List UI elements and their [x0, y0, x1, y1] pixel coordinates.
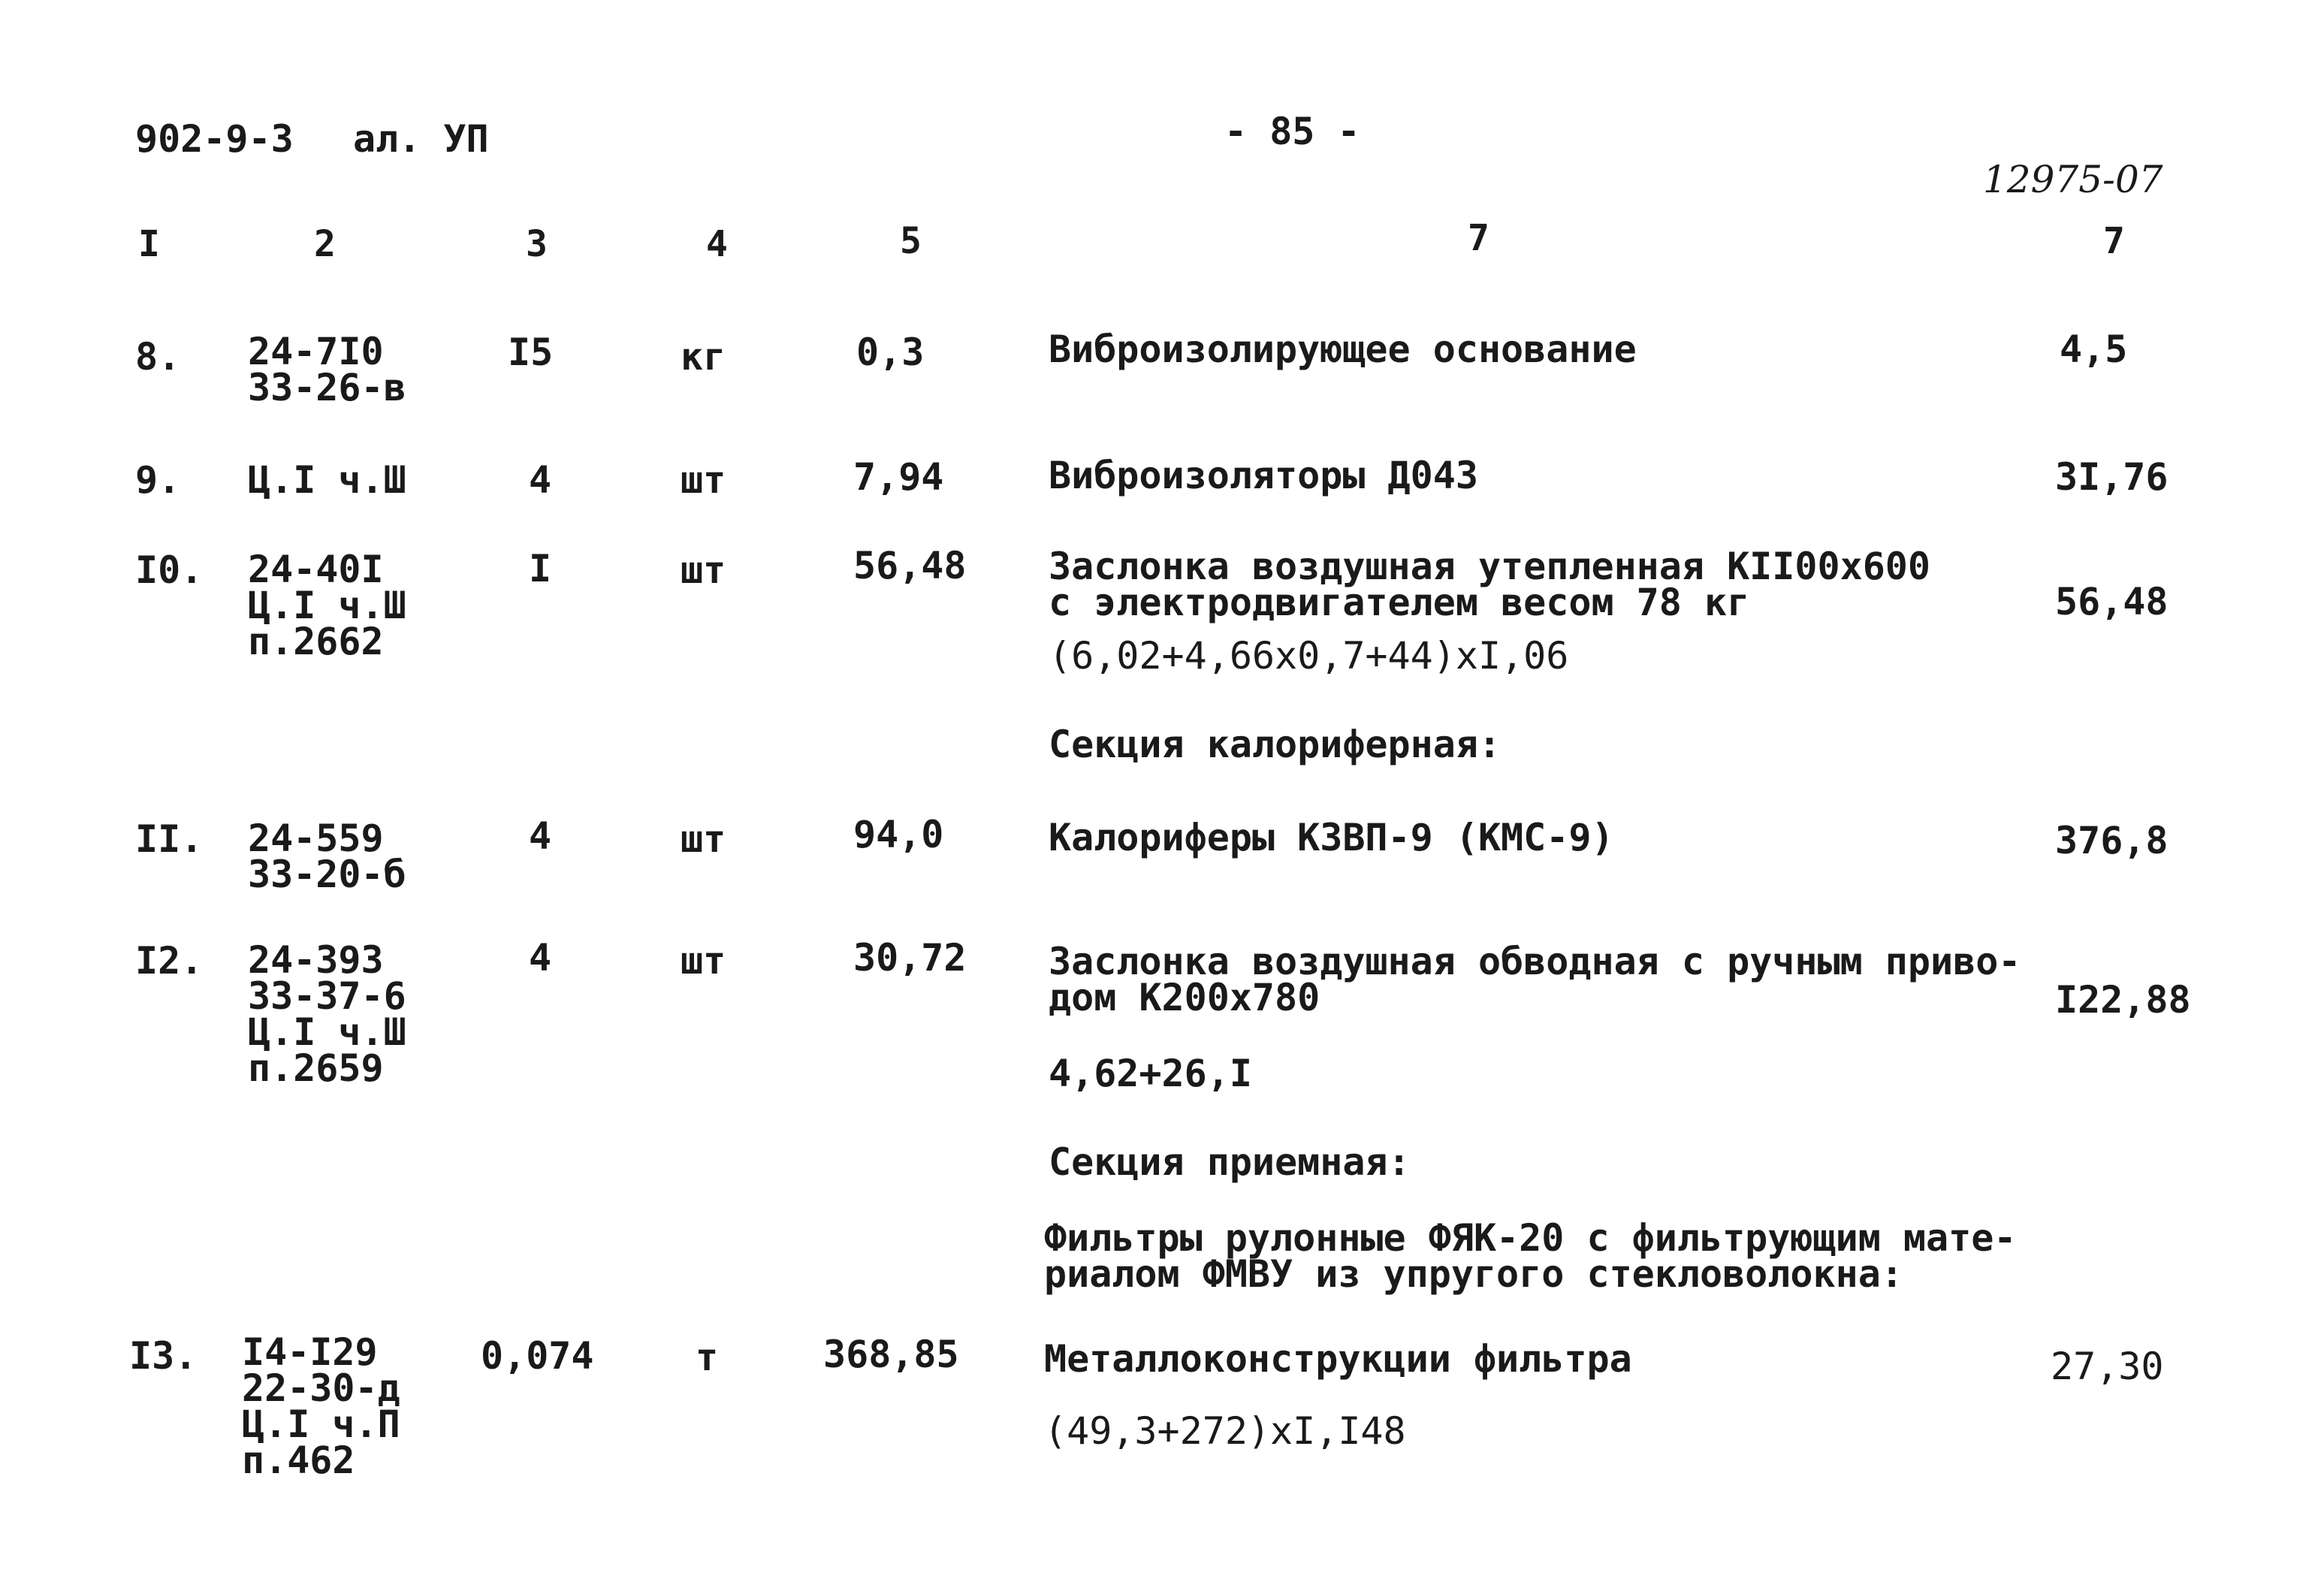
row-references — [248, 817, 406, 896]
column-header-2: 2 — [314, 223, 336, 265]
row-description: Виброизоляторы Д043 — [1049, 454, 1478, 497]
row-price: 7,94 — [853, 455, 944, 499]
row-unit: шт — [681, 817, 726, 861]
row-formula: (49,3+272)xI,I48 — [1044, 1409, 1406, 1453]
row-price: 0,3 — [856, 331, 925, 374]
row-references — [248, 938, 406, 1090]
row-number: I2. — [135, 939, 204, 983]
row-price: 56,48 — [853, 544, 967, 587]
row-description — [1049, 545, 1930, 624]
row-unit: кг — [681, 335, 726, 379]
album-number: ал. УП — [353, 117, 489, 161]
section-heading: Секция приемная: — [1049, 1140, 1411, 1184]
row-number: 8. — [135, 335, 181, 379]
row-unit: шт — [681, 548, 726, 592]
row-quantity: 0,074 — [481, 1334, 594, 1378]
note-line: Фильтры рулонные ФЯК-20 с фильтрующим мате- — [1044, 1216, 2017, 1260]
row-number: 9. — [135, 458, 181, 502]
reference-line: 24-393 — [248, 938, 384, 982]
description-line: Заслонка воздушная утепленная КII00x600 — [1049, 545, 1930, 588]
row-references — [248, 330, 406, 409]
row-total: 27,30 — [2051, 1345, 2164, 1388]
row-total: 3I,76 — [2055, 455, 2169, 499]
row-description: Металлоконструкции фильтра — [1044, 1337, 1632, 1381]
reference-line: 24-7I0 — [248, 330, 384, 373]
description-line: Заслонка воздушная обводная с ручным приво- — [1049, 940, 2021, 983]
reference-line: 33-26-в — [248, 366, 406, 409]
column-header-5: 5 — [900, 220, 922, 262]
reference-line: Ц.I ч.Ш — [248, 584, 406, 627]
row-number: II. — [135, 817, 204, 861]
section-heading: Секция калориферная: — [1049, 723, 1502, 766]
row-unit: шт — [681, 939, 726, 983]
reference-line: 33-37-6 — [248, 974, 406, 1018]
column-header-6: 7 — [1468, 217, 1489, 259]
row-price: 94,0 — [853, 813, 944, 856]
reference-line: Ц.I ч.Ш — [248, 1010, 406, 1054]
row-number: I0. — [135, 548, 204, 592]
row-references — [242, 1330, 400, 1482]
page-number: - 85 - — [1224, 110, 1360, 153]
row-description — [1049, 940, 2021, 1019]
row-reference: Ц.I ч.Ш — [248, 458, 406, 502]
row-price: 368,85 — [823, 1333, 959, 1376]
row-total: 4,5 — [2060, 328, 2128, 371]
reference-line: Ц.I ч.П — [242, 1402, 400, 1446]
row-quantity: I — [529, 547, 552, 590]
reference-line: 24-40I — [248, 548, 384, 591]
description-line: с электродвигателем весом 78 кг — [1049, 581, 1750, 624]
row-unit: т — [696, 1336, 719, 1379]
row-quantity: I5 — [508, 331, 554, 374]
document-code: 902-9-3 — [135, 117, 294, 161]
reference-line: п.2659 — [248, 1046, 384, 1090]
row-unit: шт — [681, 458, 726, 502]
reference-line: п.2662 — [248, 620, 384, 663]
column-header-1: I — [138, 223, 160, 265]
row-formula: (6,02+4,66x0,7+44)xI,06 — [1049, 634, 1569, 678]
row-price: 30,72 — [853, 936, 967, 980]
row-quantity: 4 — [529, 458, 552, 502]
column-header-4: 4 — [706, 223, 728, 265]
row-description: Калориферы КЗВП-9 (КМС-9) — [1049, 816, 1614, 859]
row-formula: 4,62+26,I — [1049, 1052, 1252, 1095]
handwritten-number: 12975-07 — [1983, 158, 2163, 201]
reference-line: 33-20-б — [248, 853, 406, 896]
row-quantity: 4 — [529, 936, 552, 980]
row-description: Виброизолирующее основание — [1049, 328, 1637, 371]
reference-line: I4-I29 — [242, 1330, 378, 1374]
row-total: 376,8 — [2055, 819, 2169, 862]
row-quantity: 4 — [529, 814, 552, 858]
column-header-7: 7 — [2103, 220, 2125, 262]
row-references — [248, 548, 406, 663]
column-header-3: 3 — [526, 223, 548, 265]
description-line: дом К200x780 — [1049, 976, 1320, 1019]
note-line: риалом ФМВУ из упругого стекловолокна: — [1044, 1252, 1903, 1296]
row-total: I22,88 — [2055, 978, 2191, 1022]
reference-line: 22-30-д — [242, 1366, 400, 1410]
filters-note — [1044, 1216, 2017, 1296]
row-total: 56,48 — [2055, 580, 2169, 623]
row-number: I3. — [129, 1334, 198, 1378]
reference-line: п.462 — [242, 1439, 355, 1482]
reference-line: 24-559 — [248, 817, 384, 860]
